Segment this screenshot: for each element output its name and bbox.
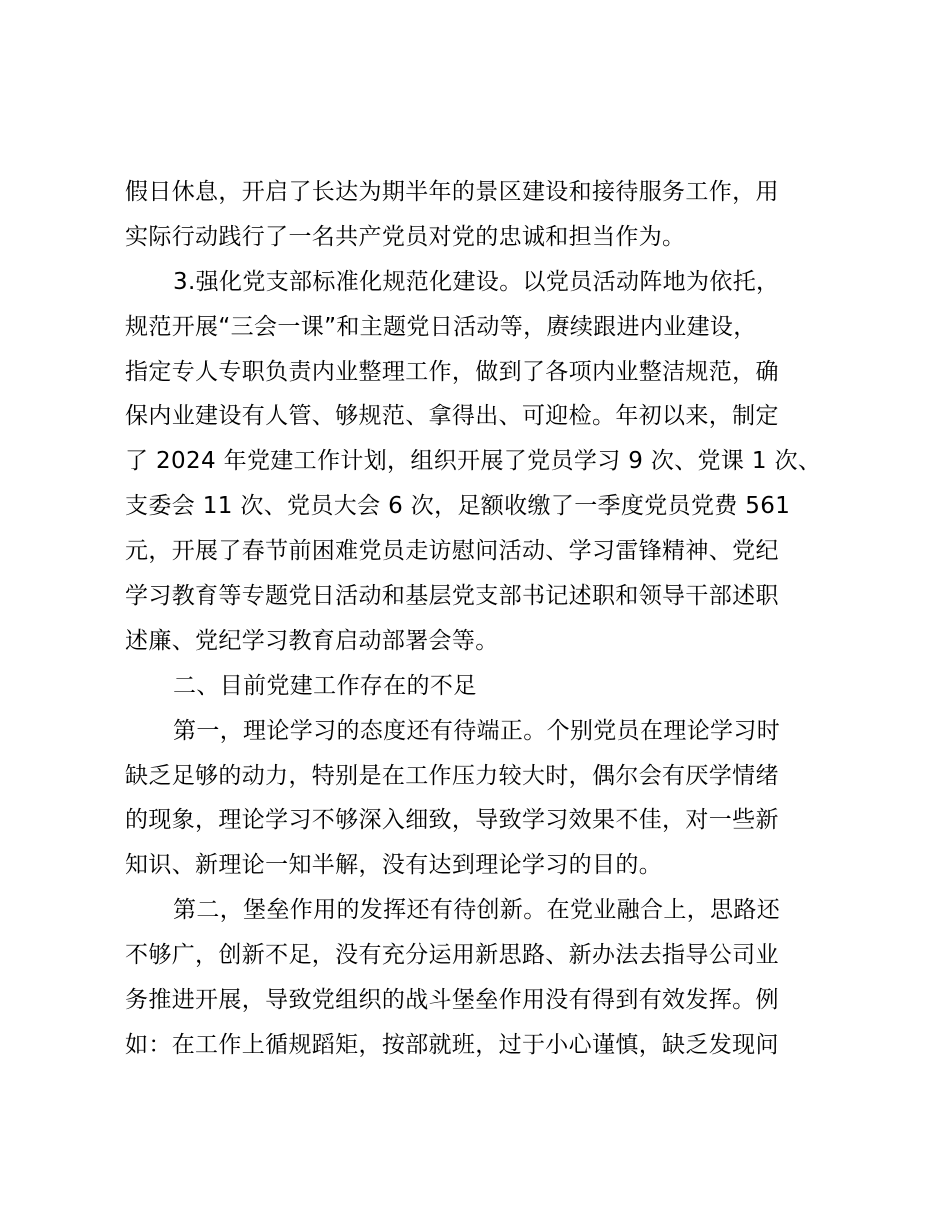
text-line: 的现象，理论学习不够深入细致，导致学习效果不佳，对一些新 (125, 807, 779, 834)
text-line: 不够广，创新不足，没有充分运用新思路、新办法去指导公司业 (125, 942, 779, 969)
text-line: 元，开展了春节前困难党员走访慰问活动、学习雷锋精神、党纪 (125, 538, 779, 565)
text-line: 务推进开展，导致党组织的战斗堡垒作用没有得到有效发挥。例 (125, 987, 779, 1014)
text-line: 学习教育等专题党日活动和基层党支部书记述职和领导干部述职 (125, 583, 779, 610)
text-line: 知识、新理论一知半解，没有达到理论学习的目的。 (125, 852, 663, 879)
text-line: 如：在工作上循规蹈矩，按部就班，过于小心谨慎，缺乏发现问 (125, 1031, 779, 1058)
text-line: 支委会 11 次、党员大会 6 次，足额收缴了一季度党员党费 561 (125, 493, 791, 520)
text-line: 假日休息，开启了长达为期半年的景区建设和接待服务工作，用 (125, 179, 779, 205)
text-line: 了 2024 年党建工作计划，组织开展了党员学习 9 次、党课 1 次、 (125, 448, 822, 475)
text-line: 保内业建设有人管、够规范、拿得出、可迎检。年初以来，制定 (125, 403, 779, 430)
body-text (125, 170, 845, 1068)
text-line: 述廉、党纪学习教育启动部署会等。 (125, 627, 499, 654)
text-line: 第一，理论学习的态度还有待端正。个别党员在理论学习时 (173, 717, 781, 744)
text-line: 3.强化党支部标准化规范化建设。以党员活动阵地为依托， (173, 268, 780, 295)
section-heading: 二、目前党建工作存在的不足 (173, 672, 477, 699)
text-line: 第二，堡垒作用的发挥还有待创新。在党业融合上，思路还 (173, 897, 781, 924)
text-line: 缺乏足够的动力，特别是在工作压力较大时，偶尔会有厌学情绪 (125, 762, 779, 789)
text-line: 指定专人专职负责内业整理工作，做到了各项内业整洁规范，确 (125, 358, 779, 385)
text-line: 规范开展“三会一课”和主题党日活动等，赓续跟进内业建设， (125, 313, 757, 340)
text-line: 实际行动践行了一名共产党员对党的忠诚和担当作为。 (125, 223, 686, 250)
